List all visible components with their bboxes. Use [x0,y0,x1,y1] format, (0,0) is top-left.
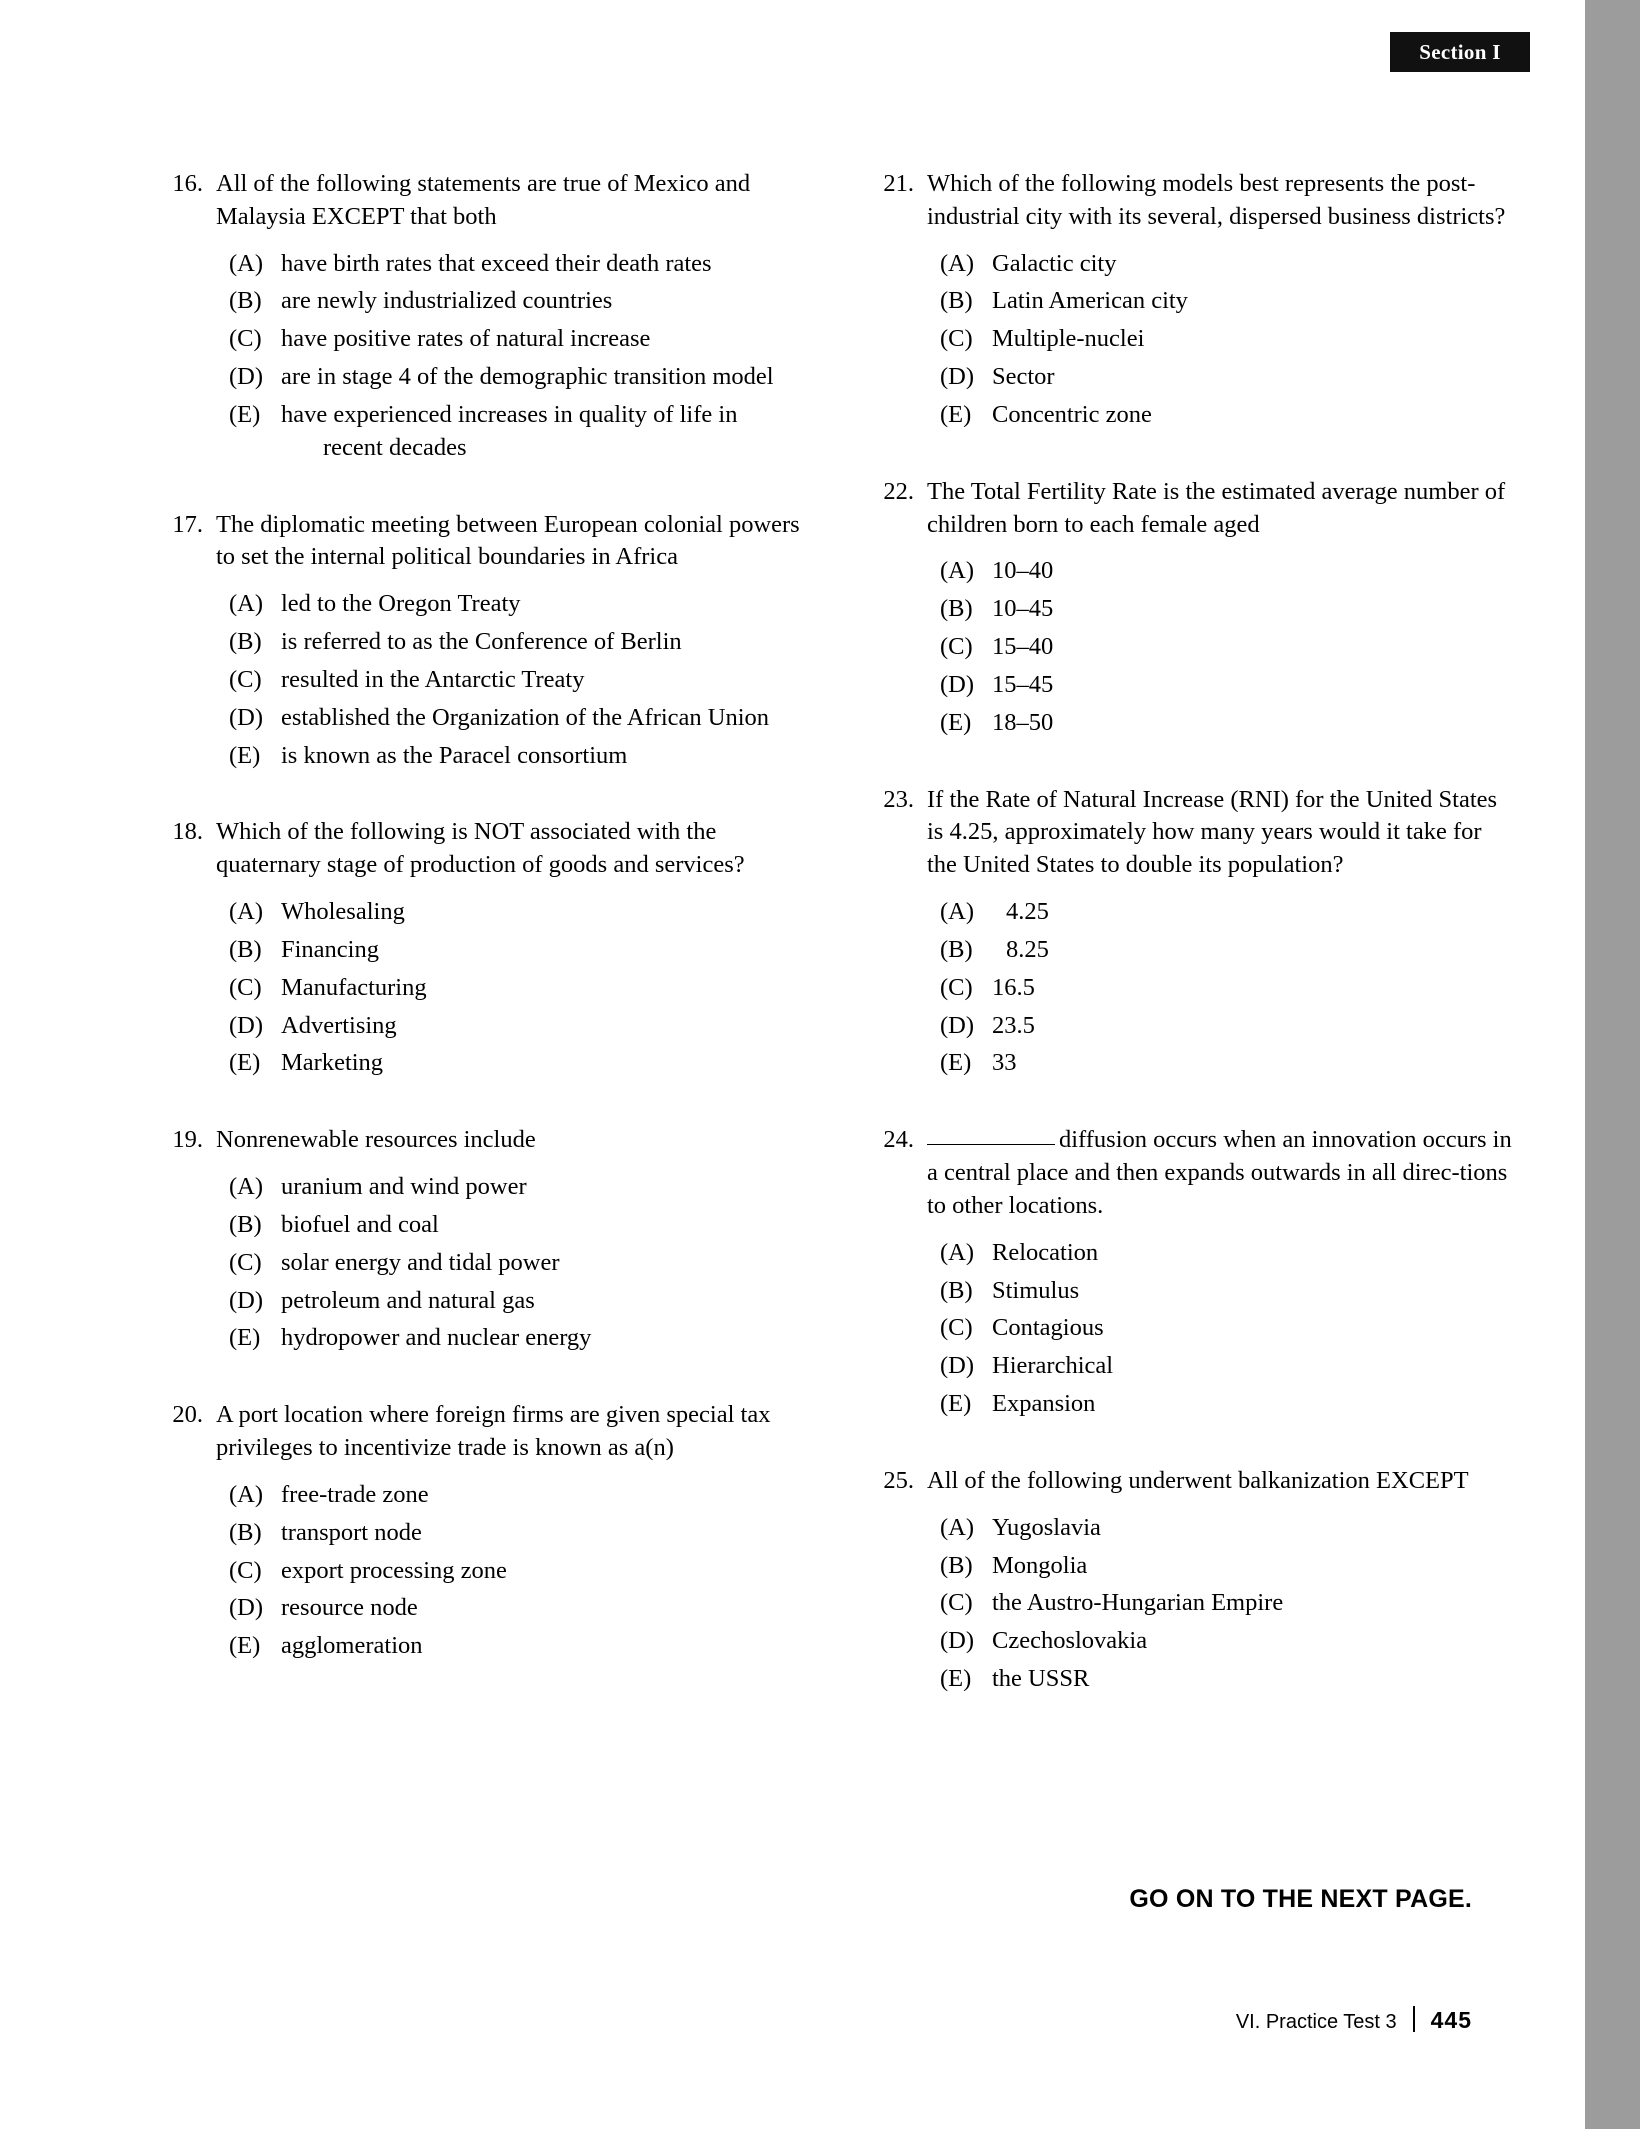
choice-letter: (D) [940,1011,975,1039]
choice-letter: (C) [229,1556,262,1584]
question-block [170,1124,803,1355]
answer-choice[interactable] [229,896,803,929]
choice-text [281,248,803,281]
question-number: 21. [883,170,914,197]
choice-letter: (C) [229,325,262,353]
question-text: The Total Fertility Rate is the estimated average number of children born to each female aged [927,477,1506,538]
choice-letter: (A) [940,1238,975,1266]
question-stem [881,168,1514,234]
choice-text-body: free-trade zone [281,1480,429,1508]
answer-choice[interactable] [940,972,1514,1005]
choice-text [281,1592,803,1625]
choice-text [281,1247,803,1280]
choice-letter: (B) [940,1276,973,1304]
choice-text-body: 33 [992,1049,1017,1077]
question-block [881,1124,1514,1421]
choice-text-body: established the Organization of the African Union [281,703,770,731]
answer-choice[interactable] [940,1550,1514,1583]
choice-letter: (E) [229,400,261,428]
answer-choices [881,1512,1514,1696]
choice-text-body: is known as the Paracel consortium [281,741,628,769]
choice-text-body: have birth rates that exceed their death rates [281,249,712,277]
choice-text-body: hydropower and nuclear energy [281,1324,592,1352]
choice-text [281,1322,803,1355]
choice-letter: (A) [229,249,264,277]
choice-text [992,593,1514,626]
choice-letter: (B) [229,1518,262,1546]
answer-choice[interactable] [940,1047,1514,1080]
choice-text-body: the Austro-Hungarian Empire [992,1589,1284,1617]
choice-letter: (B) [229,1210,262,1238]
question-text: The diplomatic meeting between European colonial powers to set the internal political boundaries in Africa [216,510,800,571]
choice-text [992,555,1514,588]
answer-choice[interactable] [229,1171,803,1204]
choice-letter: (C) [940,1589,973,1617]
choice-letter: (A) [229,898,264,926]
choice-letter: (E) [940,708,972,736]
choice-text [281,588,803,621]
answer-choice[interactable] [940,1010,1514,1043]
choice-text-body: Stimulus [992,1276,1080,1304]
choice-text [281,1010,803,1043]
choice-text [992,1010,1514,1043]
choice-text-body: resulted in the Antarctic Treaty [281,665,585,693]
choice-letter: (E) [229,1049,261,1077]
answer-choice[interactable] [229,1592,803,1625]
answer-choice[interactable] [229,588,803,621]
choice-letter: (E) [229,1324,261,1352]
choice-letter: (B) [940,287,973,315]
answer-choice[interactable] [229,664,803,697]
choice-text [281,1555,803,1588]
choice-text-body: Marketing [281,1049,384,1077]
question-text: Which of the following is NOT associated with the quaternary stage of production of goods and services? [216,818,745,879]
question-text-body: diffusion occurs when an innovation occurs in a central place and then expands outwards in all direc-tions to other locations. [927,1126,1512,1219]
page-number: 445 [1430,2007,1472,2033]
answer-choice[interactable] [229,285,803,318]
choice-letter: (C) [229,1248,262,1276]
answer-choice[interactable] [229,1247,803,1280]
choice-text-body: have experienced increases in quality of life in [281,400,738,428]
choice-text [281,1630,803,1663]
choice-text [281,972,803,1005]
choice-text-body: biofuel and coal [281,1210,439,1238]
choice-letter: (D) [229,1286,264,1314]
choice-text-body: transport node [281,1518,422,1546]
question-number: 22. [883,477,914,505]
answer-choice[interactable] [940,1237,1514,1270]
answer-choice[interactable] [940,1312,1514,1345]
answer-choice[interactable] [940,707,1514,740]
answer-choice[interactable] [940,1587,1514,1620]
fill-in-blank [927,1144,1055,1145]
question-number: 16. [172,170,203,197]
answer-choice[interactable] [229,934,803,967]
question-text: All of the following statements are true of Mexico and Malaysia EXCEPT that both [216,170,751,230]
choice-letter: (B) [229,628,262,656]
choice-text-body: is referred to as the Conference of Berlin [281,628,682,656]
choice-text-body: 10–45 [992,595,1054,623]
question-stem [170,168,803,234]
choice-letter: (E) [229,741,261,769]
choice-text [281,1285,803,1318]
choice-text-body: Galactic city [992,249,1117,277]
question-stem [170,509,803,575]
answer-choice[interactable] [229,248,803,281]
question-number: 23. [883,785,914,813]
answer-choice[interactable] [229,1555,803,1588]
answer-choice[interactable] [229,361,803,394]
answer-choice[interactable] [940,1663,1514,1696]
question-block [881,476,1514,740]
answer-choice[interactable] [229,1517,803,1550]
answer-choices [881,555,1514,739]
right-question-column [881,168,1514,1740]
question-number: 24. [883,1126,914,1154]
section-badge: Section I [1390,32,1530,72]
question-stem [881,476,1514,542]
answer-choice[interactable] [940,1625,1514,1658]
two-column-layout [170,168,1515,1740]
choice-text-body: Contagious [992,1314,1104,1342]
choice-letter: (D) [940,363,975,391]
question-text: Which of the following models best represents the post-industrial city with its several, dispersed business districts? [927,170,1506,230]
choice-text [281,664,803,697]
choice-letter: (C) [940,633,973,661]
question-number: 19. [172,1126,203,1154]
choice-text-body: Wholesaling [281,898,405,926]
choice-text [281,361,803,394]
choice-text-body: the USSR [992,1664,1090,1692]
choice-text-body: 4.25 [1006,898,1049,926]
answer-choice[interactable] [940,593,1514,626]
choice-text-body: Sector [992,363,1055,391]
choice-letter: (D) [229,1011,264,1039]
footer-divider [1413,2006,1415,2032]
choice-letter: (B) [940,1551,973,1579]
answer-choice[interactable] [229,1047,803,1080]
choice-letter: (E) [229,1632,261,1660]
choice-text [992,1275,1514,1308]
choice-text [992,1625,1514,1658]
question-number: 18. [172,818,203,846]
answer-choice[interactable] [229,1630,803,1663]
choice-text [281,1047,803,1080]
choice-letter: (E) [940,400,972,428]
choice-text [281,1171,803,1204]
choice-letter: (D) [940,670,975,698]
choice-letter: (B) [940,595,973,623]
question-block [170,816,803,1080]
choice-text [992,707,1514,740]
choice-letter: (B) [940,935,973,963]
page-footer [1236,2002,1472,2034]
answer-choices [170,588,803,772]
answer-choice[interactable] [229,323,803,356]
question-stem [881,1124,1514,1222]
answer-choice[interactable] [940,323,1514,356]
question-text: All of the following underwent balkanization EXCEPT [927,1466,1469,1494]
choice-text-body: Expansion [992,1390,1096,1418]
answer-choice[interactable] [940,631,1514,664]
choice-text [992,631,1514,664]
choice-text-body: Czechoslovakia [992,1627,1148,1655]
choice-letter: (A) [940,249,975,277]
answer-choices [170,1479,803,1663]
choice-letter: (C) [940,325,973,353]
choice-text-body: resource node [281,1594,418,1622]
answer-choice[interactable] [229,1285,803,1318]
question-stem [881,1465,1514,1498]
answer-choice[interactable] [940,669,1514,702]
question-block [881,784,1514,1081]
answer-choice[interactable] [940,248,1514,281]
choice-text-body: solar energy and tidal power [281,1248,560,1276]
answer-choice[interactable] [229,972,803,1005]
answer-choice[interactable] [229,1209,803,1242]
choice-text [992,1587,1514,1620]
answer-choices [170,896,803,1080]
choice-text [281,1517,803,1550]
choice-text [992,361,1514,394]
answer-choice[interactable] [229,1322,803,1355]
choice-letter: (D) [229,1594,264,1622]
choice-letter: (A) [940,1513,975,1541]
question-number: 25. [883,1466,914,1494]
question-block [881,168,1514,432]
question-block [170,509,803,773]
answer-choice[interactable] [940,1350,1514,1383]
choice-text-continuation: recent decades [323,433,467,461]
choice-text-body: export processing zone [281,1556,507,1584]
choice-text-body: Hierarchical [992,1352,1114,1380]
choice-text-body: 16.5 [992,973,1035,1001]
choice-text-body: Manufacturing [281,973,427,1001]
choice-text [281,285,803,318]
choice-text [281,323,803,356]
question-text: A port location where foreign firms are given special tax privileges to incentivize trade is known as a(n) [216,1401,771,1462]
choice-text [992,1663,1514,1696]
choice-text [992,972,1514,1005]
choice-text-body: 18–50 [992,708,1054,736]
answer-choice[interactable] [940,361,1514,394]
choice-text [992,1550,1514,1583]
question-stem [170,1399,803,1465]
go-on-notice: GO ON TO THE NEXT PAGE. [1129,1885,1472,1913]
choice-text [992,1512,1514,1545]
choice-letter: (E) [940,1664,972,1692]
choice-text-body: 8.25 [1006,935,1049,963]
choice-text-body: 15–45 [992,670,1054,698]
answer-choice[interactable] [229,1479,803,1512]
answer-choice[interactable] [229,626,803,659]
choice-text-body: uranium and wind power [281,1173,527,1201]
choice-text-body: petroleum and natural gas [281,1286,535,1314]
answer-choice[interactable] [940,1388,1514,1421]
question-number: 17. [172,510,203,538]
choice-letter: (C) [229,973,262,1001]
left-question-column [170,168,803,1740]
choice-letter: (E) [940,1390,972,1418]
footer-label: VI. Practice Test 3 [1235,2011,1397,2033]
choice-text [992,1237,1514,1270]
choice-text-body: have positive rates of natural increase [281,325,651,353]
answer-choice[interactable] [229,740,803,773]
choice-letter: (D) [940,1627,975,1655]
choice-letter: (E) [940,1049,972,1077]
answer-choices [170,248,803,465]
choice-text-body: are in stage 4 of the demographic transition model [281,363,774,391]
choice-text [992,1350,1514,1383]
answer-choice[interactable] [940,896,1514,929]
choice-text [992,323,1514,356]
question-text: If the Rate of Natural Increase (RNI) for the United States is 4.25, approximately how many years would it take for the United States to double its population? [927,785,1498,879]
question-block [881,1465,1514,1696]
choice-text-body: Yugoslavia [992,1513,1101,1541]
question-stem [170,816,803,882]
choice-text [992,669,1514,702]
choice-text [992,1312,1514,1345]
answer-choice[interactable] [940,285,1514,318]
choice-text [992,1388,1514,1421]
choice-text [281,934,803,967]
choice-text-body: agglomeration [281,1632,423,1660]
choice-text [281,1209,803,1242]
question-text [927,1124,1514,1222]
choice-text [281,626,803,659]
choice-text-body: 15–40 [992,633,1054,661]
question-number: 20. [172,1401,203,1429]
choice-text-body: Concentric zone [992,400,1152,428]
question-block [170,1399,803,1663]
choice-text [992,285,1514,318]
choice-letter: (D) [229,703,264,731]
choice-letter: (A) [229,590,264,618]
answer-choices [881,248,1514,432]
choice-letter: (C) [940,973,973,1001]
choice-text [281,702,803,735]
answer-choice[interactable] [229,1010,803,1043]
question-content [170,168,1515,1740]
choice-text-body: Relocation [992,1238,1099,1266]
choice-text [992,399,1514,432]
answer-choice[interactable] [229,702,803,735]
answer-choice[interactable] [940,399,1514,432]
choice-letter: (A) [229,1480,264,1508]
answer-choice[interactable] [940,934,1514,967]
choice-text [992,934,1514,967]
choice-text [992,896,1514,929]
answer-choice[interactable] [940,1275,1514,1308]
choice-text-body: 23.5 [992,1011,1035,1039]
choice-letter: (C) [229,665,262,693]
question-text: Nonrenewable resources include [216,1126,536,1154]
right-margin-bar [1585,0,1640,2129]
answer-choices [881,896,1514,1080]
choice-text-body: Mongolia [992,1551,1088,1579]
choice-text-body: Financing [281,935,379,963]
answer-choices [881,1237,1514,1421]
question-stem [170,1124,803,1157]
choice-text-body: led to the Oregon Treaty [281,590,521,618]
choice-text-body: Advertising [281,1011,397,1039]
choice-text-body: Multiple-nuclei [992,325,1145,353]
choice-text-body: are newly industrialized countries [281,287,613,315]
choice-text [281,740,803,773]
choice-text [992,248,1514,281]
choice-letter: (C) [940,1314,973,1342]
choice-text-body: 10–40 [992,557,1054,585]
choice-text [281,896,803,929]
answer-choices [170,1171,803,1355]
choice-letter: (A) [940,898,975,926]
question-stem [881,784,1514,882]
answer-choice[interactable] [229,399,803,465]
question-block [170,168,803,465]
answer-choice[interactable] [940,1512,1514,1545]
choice-text [281,1479,803,1512]
choice-letter: (B) [229,287,262,315]
choice-letter: (D) [229,363,264,391]
choice-text [992,1047,1514,1080]
choice-text-body: Latin American city [992,287,1188,315]
choice-letter: (B) [229,935,262,963]
choice-letter: (A) [229,1173,264,1201]
answer-choice[interactable] [940,555,1514,588]
choice-letter: (A) [940,557,975,585]
choice-text [281,399,803,465]
choice-letter: (D) [940,1352,975,1380]
